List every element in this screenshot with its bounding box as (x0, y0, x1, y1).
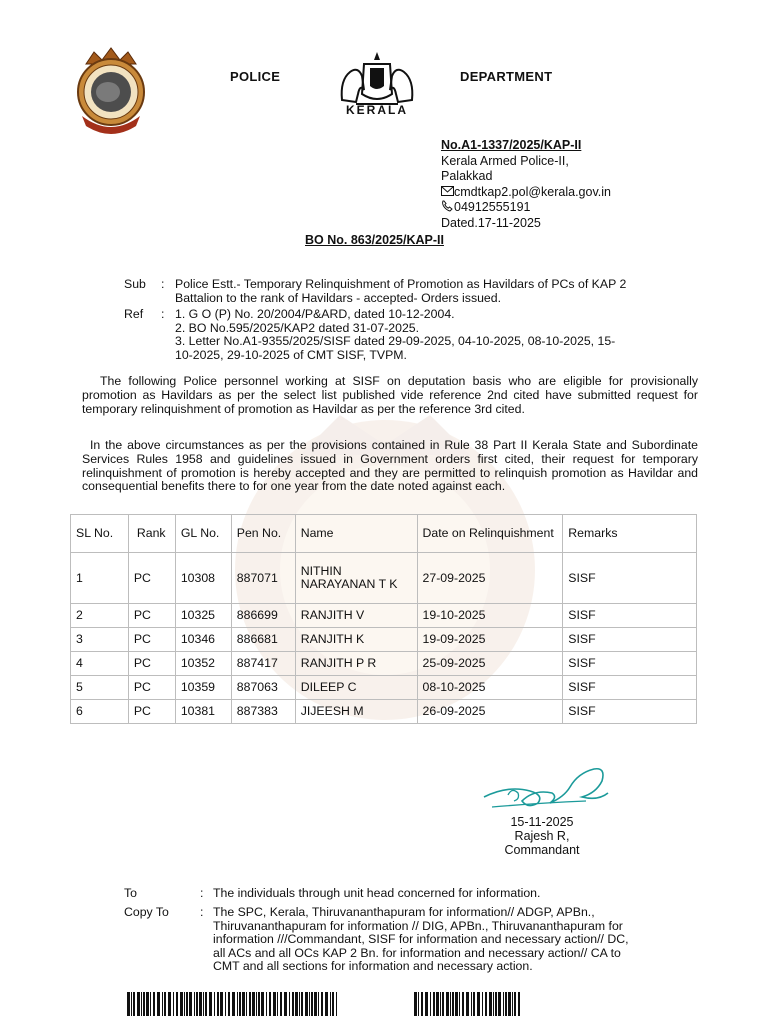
col-header-date: Date on Relinquishment (417, 515, 563, 553)
subject-separator: : (161, 277, 165, 291)
barcode-bar (299, 992, 300, 1016)
barcode-bar (292, 992, 294, 1016)
barcode-bar (305, 992, 308, 1016)
email-address[interactable]: cmdtkap2.pol@kerala.gov.in (454, 184, 611, 199)
barcode-bar (180, 992, 183, 1016)
phone-row (441, 200, 611, 216)
barcode-bar (482, 992, 483, 1016)
table-row (71, 553, 697, 604)
kerala-state-emblem (336, 50, 418, 106)
reference-line: 1. G O (P) No. 20/2004/P&ARD, dated 10-12-2004. (175, 307, 455, 321)
barcode-bar (518, 992, 520, 1016)
barcode-bar (452, 992, 454, 1016)
barcode-bar (311, 992, 313, 1016)
barcode-bar (252, 992, 255, 1016)
body-paragraph-2: In the above circumstances as per the provisions contained in Rule 38 Part II Kerala State and Subordinate Services Rules 1958 and guidelines issued in Government orders first cited, their request for temporary relinquishment of promotion is hereby accepted and they are permitted to relinquish promotion as Havildar and consequential benefits there to for one year from the date noted against each. (82, 438, 698, 494)
barcode-bar (442, 992, 444, 1016)
cell-rank: PC (128, 553, 175, 604)
reference-list (175, 308, 705, 362)
cell-name: NITHIN NARAYANAN T K (295, 553, 417, 604)
barcode-bar (239, 992, 241, 1016)
barcode-bar (194, 992, 195, 1016)
email-row (441, 185, 611, 201)
barcode-bar (261, 992, 264, 1016)
copy-to-label: Copy To (124, 905, 169, 919)
copy-to-separator: : (200, 905, 204, 919)
barcode-bar (228, 992, 230, 1016)
barcode-bar (512, 992, 513, 1016)
col-header-remarks: Remarks (563, 515, 697, 553)
barcode-bar (133, 992, 135, 1016)
cell-rank: PC (128, 628, 175, 652)
barcode-bar (164, 992, 166, 1016)
reference-line: 2. BO No.595/2025/KAP2 dated 31-07-2025. (175, 320, 420, 335)
cell-gl-no: 10352 (175, 652, 231, 676)
to-separator: : (200, 886, 204, 900)
reference-line: 10-2025, 29-10-2025 of CMT SISF, TVPM. (175, 347, 407, 362)
barcode-bar (489, 992, 492, 1016)
barcode-bar (332, 992, 334, 1016)
barcode-bar (242, 992, 245, 1016)
barcode-bar (414, 992, 417, 1016)
table-row (71, 676, 697, 700)
barcode-bar (196, 992, 198, 1016)
subject-line-2: Battalion to the rank of Havildars - accepted- Orders issued. (175, 290, 502, 305)
dated: Dated.17-11-2025 (441, 215, 541, 230)
barcode-bar (477, 992, 480, 1016)
cell-gl-no: 10359 (175, 676, 231, 700)
kerala-police-emblem (68, 42, 154, 134)
cell-name: DILEEP C (295, 676, 417, 700)
barcode-bar (143, 992, 145, 1016)
barcode-bar (203, 992, 204, 1016)
barcode-bar (209, 992, 212, 1016)
subject-label: Sub (124, 277, 146, 291)
barcode-bar (466, 992, 469, 1016)
table-row (71, 628, 697, 652)
barcode-bar (425, 992, 428, 1016)
cell-rank: PC (128, 604, 175, 628)
barcode-bar (189, 992, 192, 1016)
barcode-bar (141, 992, 142, 1016)
cell-pen-no: 887063 (231, 676, 295, 700)
handwritten-signature (478, 763, 612, 815)
barcode-bar (446, 992, 449, 1016)
copy-to-line: all ACs and all OCs KAP 2 Bn. for information and necessary action// CA to (213, 945, 621, 960)
cell-rank: PC (128, 676, 175, 700)
phone-icon (441, 200, 454, 212)
barcode-bar (325, 992, 328, 1016)
table-row (71, 652, 697, 676)
file-number: No.A1-1337/2025/KAP-II (441, 138, 582, 152)
signatory-designation: Commandant (504, 843, 580, 857)
cell-remarks: SISF (563, 604, 697, 628)
barcode-bar (162, 992, 163, 1016)
barcode-bar (493, 992, 494, 1016)
copy-to-line: CMT and all sections for information and necessary action. (213, 959, 533, 974)
barcode-bar (498, 992, 501, 1016)
barcode-bar (214, 992, 215, 1016)
cell-gl-no: 10308 (175, 553, 231, 604)
body-paragraph-1: The following Police personnel working at SISF on deputation basis who are eligible for provisionally promotion as Havildars as per the select list published vide reference 2nd cited have submitted request for temporary relinquishment of promotion as Havildar as per the reference 3rd cited. (82, 374, 698, 416)
barcode-bar (495, 992, 497, 1016)
cell-gl-no: 10325 (175, 604, 231, 628)
barcode-bar (237, 992, 238, 1016)
office-address-block (441, 138, 611, 232)
barcode-bar (269, 992, 271, 1016)
signatory-name: Rajesh R, (514, 829, 570, 843)
barcode-bar (473, 992, 475, 1016)
cell-date: 19-10-2025 (417, 604, 563, 628)
to-text: The individuals through unit head concerned for information. (213, 886, 541, 900)
cell-pen-no: 886681 (231, 628, 295, 652)
cell-pen-no: 887417 (231, 652, 295, 676)
barcode-bar (485, 992, 487, 1016)
phone-number[interactable]: 04912555191 (454, 200, 531, 215)
cell-sl-no: 1 (71, 553, 129, 604)
barcode-bar (318, 992, 319, 1016)
barcode-bar (314, 992, 317, 1016)
barcode-bar (176, 992, 178, 1016)
barcode-bar (430, 992, 431, 1016)
cell-pen-no: 887071 (231, 553, 295, 604)
cell-sl-no: 5 (71, 676, 129, 700)
barcode-left (127, 992, 337, 1016)
cell-date: 27-09-2025 (417, 553, 563, 604)
barcode-bar (273, 992, 276, 1016)
barcode-bar (199, 992, 202, 1016)
col-header-sl-no: SL No. (71, 515, 129, 553)
barcode-bar (503, 992, 504, 1016)
barcode-bar (440, 992, 441, 1016)
reference-line: 3. Letter No.A1-9355/2025/SISF dated 29-09-2025, 04-10-2025, 08-10-2025, 15- (175, 334, 616, 349)
cell-rank: PC (128, 700, 175, 724)
table-row (71, 604, 697, 628)
barcode-bar (246, 992, 247, 1016)
cell-remarks: SISF (563, 700, 697, 724)
signature-date: 15-11-2025 (510, 815, 574, 829)
barcode-bar (336, 992, 337, 1016)
barcode-bar (295, 992, 298, 1016)
cell-rank: PC (128, 652, 175, 676)
cell-name: RANJITH K (295, 628, 417, 652)
barcode-bar (280, 992, 282, 1016)
barcode-bar (450, 992, 451, 1016)
barcode-bar (309, 992, 310, 1016)
barcode-bar (462, 992, 464, 1016)
cell-sl-no: 4 (71, 652, 129, 676)
barcode-bar (150, 992, 151, 1016)
barcode-bar (433, 992, 435, 1016)
copy-to-line: information ///Commandant, SISF for information and necessary action// DC, (213, 932, 629, 947)
barcode-bar (168, 992, 171, 1016)
barcode-bar (505, 992, 507, 1016)
barcode-bar (146, 992, 149, 1016)
cell-remarks: SISF (563, 652, 697, 676)
barcode-bar (330, 992, 331, 1016)
cell-sl-no: 3 (71, 628, 129, 652)
table-header-row (71, 515, 697, 553)
col-header-gl-no: GL No. (175, 515, 231, 553)
cell-sl-no: 6 (71, 700, 129, 724)
reference-separator: : (161, 307, 165, 321)
barcode-bar (127, 992, 130, 1016)
barcode-bar (418, 992, 419, 1016)
copy-to-list (213, 906, 703, 974)
barcode-bar (217, 992, 219, 1016)
header-right-text: DEPARTMENT (460, 69, 553, 84)
cell-remarks: SISF (563, 553, 697, 604)
barcode-bar (455, 992, 458, 1016)
col-header-rank: Rank (128, 515, 175, 553)
barcode-bar (471, 992, 472, 1016)
barcode-bar (514, 992, 516, 1016)
col-header-name: Name (295, 515, 417, 553)
copy-to-line: The SPC, Kerala, Thiruvananthapuram for information// ADGP, APBn., (213, 905, 595, 919)
barcode-bar (436, 992, 439, 1016)
subject-line-1: Police Estt.- Temporary Relinquishment of Promotion as Havildars of PCs of KAP 2 (175, 277, 627, 291)
cell-name: RANJITH V (295, 604, 417, 628)
cell-remarks: SISF (563, 676, 697, 700)
barcode-bar (205, 992, 207, 1016)
barcode-bar (277, 992, 278, 1016)
cell-sl-no: 2 (71, 604, 129, 628)
copy-to-line: Thiruvananthapuram for information // DIG, APBn., Thiruvananthapuram for (213, 918, 623, 933)
barcode-bar (153, 992, 155, 1016)
address-line-1: Kerala Armed Police-II, (441, 153, 569, 168)
cell-pen-no: 887383 (231, 700, 295, 724)
cell-remarks: SISF (563, 628, 697, 652)
barcode-bar (184, 992, 185, 1016)
barcode-bar (256, 992, 257, 1016)
barcode-bar (301, 992, 303, 1016)
col-header-pen-no: Pen No. (231, 515, 295, 553)
barcode-bar (225, 992, 226, 1016)
barcode-bar (137, 992, 140, 1016)
signature-block (492, 815, 592, 857)
cell-gl-no: 10381 (175, 700, 231, 724)
barcode-bar (220, 992, 223, 1016)
table-row (71, 700, 697, 724)
reference-label: Ref (124, 307, 144, 321)
barcode-bar (249, 992, 251, 1016)
subject-text (175, 278, 705, 305)
barcode-bar (289, 992, 290, 1016)
barcode-bar (284, 992, 287, 1016)
cell-date: 08-10-2025 (417, 676, 563, 700)
barcode-bar (232, 992, 235, 1016)
barcode-bar (459, 992, 460, 1016)
relinquishment-table (70, 514, 697, 724)
barcode-bar (186, 992, 188, 1016)
barcode-bar (157, 992, 160, 1016)
cell-pen-no: 886699 (231, 604, 295, 628)
barcode-bar (321, 992, 323, 1016)
order-number: BO No. 863/2025/KAP-II (305, 233, 444, 247)
to-label: To (124, 886, 137, 900)
cell-date: 26-09-2025 (417, 700, 563, 724)
barcode-bar (131, 992, 132, 1016)
barcode-bar (173, 992, 174, 1016)
barcode-bar (266, 992, 267, 1016)
emblem-kerala-text: KERALA (346, 103, 408, 117)
header-left-text: POLICE (230, 69, 281, 84)
barcode-bar (421, 992, 423, 1016)
envelope-icon (441, 185, 454, 197)
cell-date: 25-09-2025 (417, 652, 563, 676)
cell-gl-no: 10346 (175, 628, 231, 652)
barcode-bar (508, 992, 511, 1016)
address-line-2: Palakkad (441, 169, 493, 184)
cell-date: 19-09-2025 (417, 628, 563, 652)
barcode-bar (258, 992, 260, 1016)
cell-name: RANJITH P R (295, 652, 417, 676)
barcode-right (414, 992, 520, 1016)
cell-name: JIJEESH M (295, 700, 417, 724)
